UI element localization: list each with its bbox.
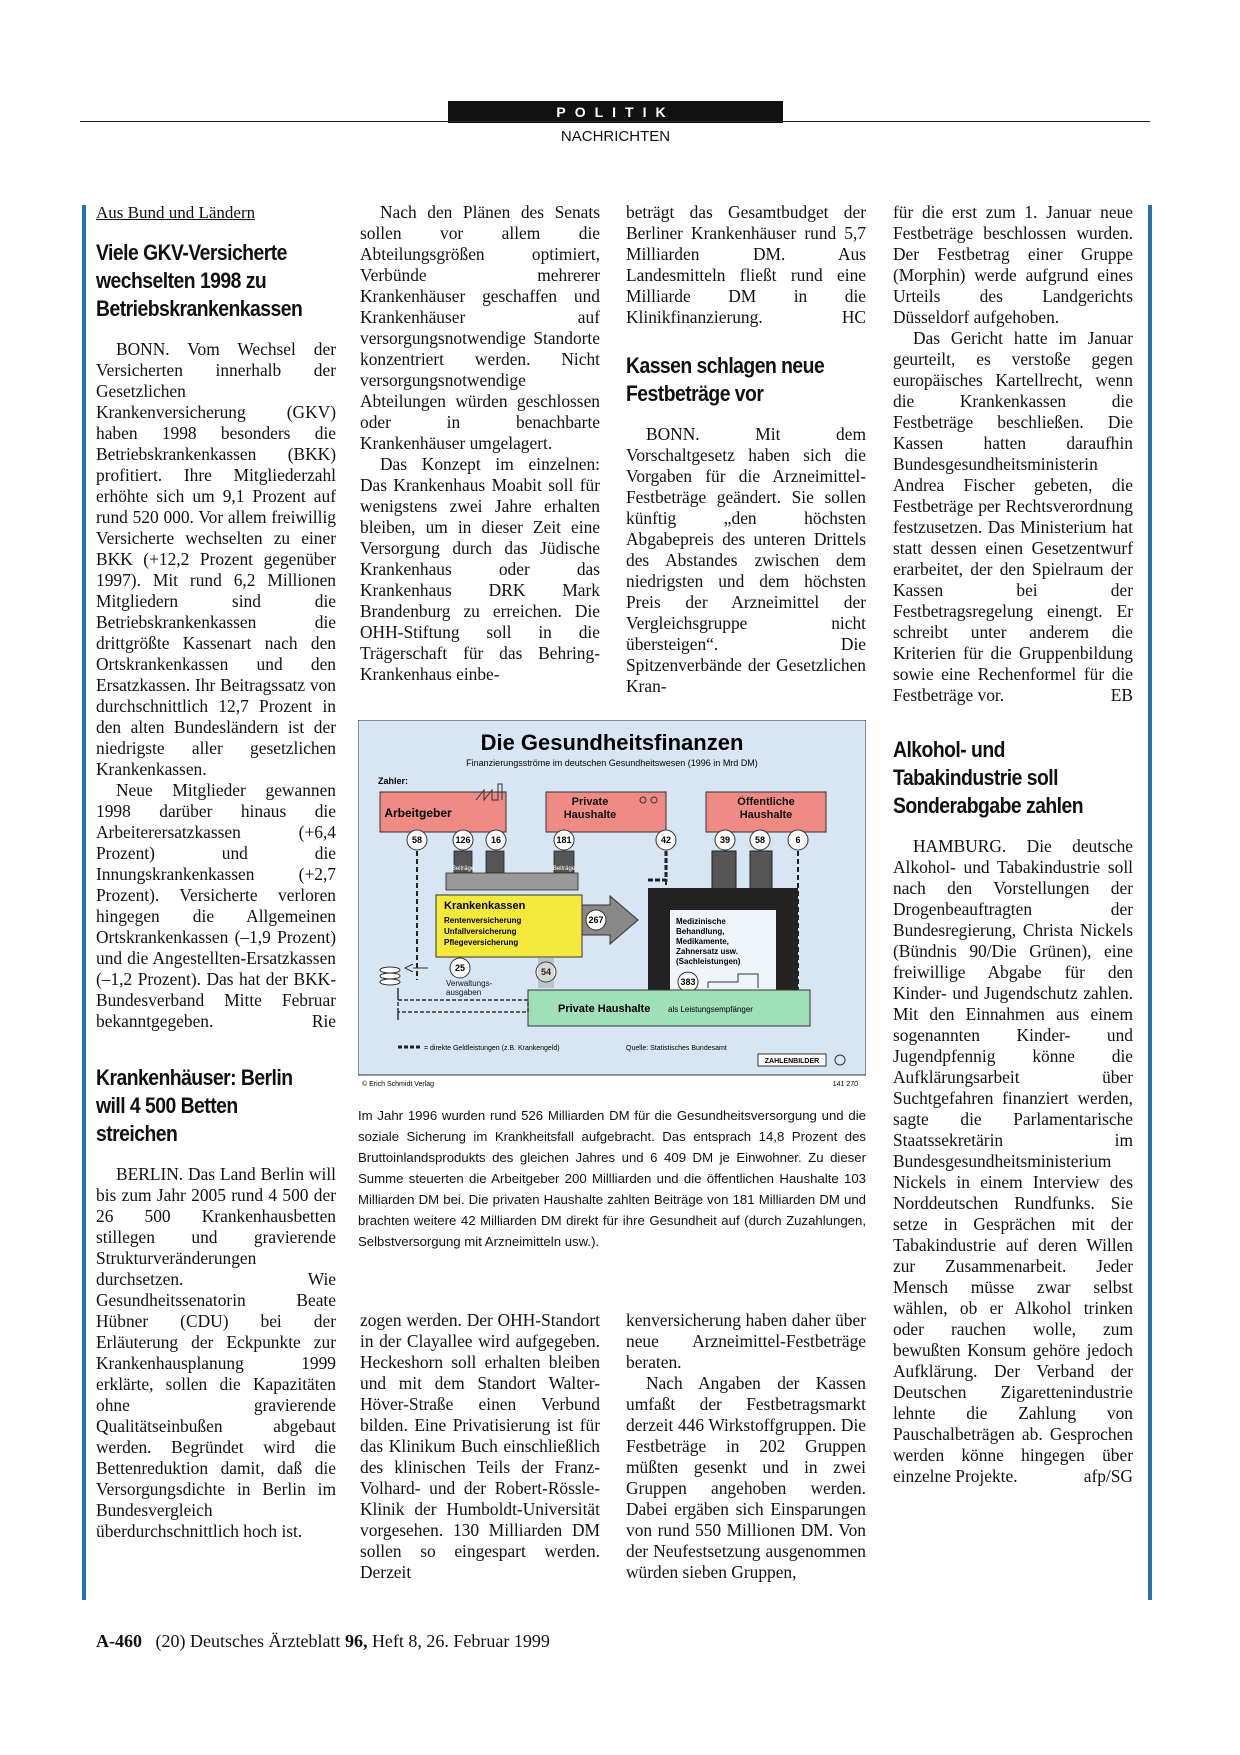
- medical-line: Medizinische: [676, 917, 726, 926]
- article-paragraph: BONN. Vom Wechsel der Versicherten innerhalb der Gesetzlichen Krankenversicherung (GKV) haben 1998 besonders die Betriebskrankenkassen (BKK) profitiert. Ihre Mitgliederzahl erhöhte sich um 9,1 Prozent auf rund 520 000. Vor allem freiwillig Versicherte wechselten zu einer BKK (+12,2 Prozent gegenüber 1997). Mit rund 6,2 Millionen Mitgliedern sind die Betriebskrankenkassen die drittgrößte Kassenart nach den Ortskrankenkassen und den Ersatzkassen. Ihr Beitragssatz von durchschnittlich 12,7 Prozent in den alten Bundesländern ist der niedrigste aller gesetzlichen Krankenkassen.: [96, 339, 336, 779]
- article-paragraph: BONN. Mit dem Vorschaltgesetz haben sich die Vorgaben für die Arzneimittel-Festbeträge geändert. Sie sollen künftig „den höchsten Abgabepreis des unteren Drittels des Abstandes zwischen dem niedrigsten und dem höchsten Preis der Arzneimittel der Vergleichsgruppe nicht übersteigen“. Die Spitzenverbände der Gesetzlichen Kran-: [626, 424, 866, 696]
- value-181: 181: [556, 835, 572, 845]
- column-4: [893, 202, 1133, 1487]
- value-39: 39: [719, 835, 731, 845]
- medical-line: Medikamente,: [676, 937, 729, 946]
- author-signature: EB: [1110, 685, 1133, 705]
- author-signature: HC: [841, 307, 866, 327]
- left-margin-bar: [82, 205, 86, 1600]
- right-margin-bar: [1148, 205, 1152, 1600]
- column-1: [96, 202, 336, 1542]
- section-label: POLITIK: [448, 101, 783, 123]
- legend-text: = direkte Geldleistungen (z.B. Krankengeld): [424, 1045, 560, 1052]
- insurance-line: Rentenversicherung: [444, 916, 522, 925]
- value-58b: 58: [754, 835, 766, 845]
- medical-line: (Sachleistungen): [676, 957, 741, 966]
- insurance-line: Pflegeversicherung: [444, 938, 519, 947]
- brand-label: ZAHLENBILDER: [764, 1058, 820, 1065]
- coins-icon: [380, 967, 400, 985]
- journal-issue: Heft 8, 26. Februar 1999: [367, 1631, 550, 1651]
- graphic-code: 141 270: [832, 1081, 858, 1088]
- article-paragraph: Das Konzept im einzelnen: Das Krankenhaus Moabit soll für wenigstens zwei Jahre erhalten bleiben, um in dieser Zeit eine Versorgung durch das Jüdische Krankenhaus oder das Krankenhaus DRK Mark Brandenburg zu erreichen. Die OHH-Stiftung soll in die Trägerschaft für das Behring-Krankenhaus einbe-: [360, 454, 600, 684]
- payer-public-label: Öffentliche Haushalte: [737, 796, 795, 821]
- article-paragraph: Nach Angaben der Kassen umfaßt der Festbetragsmarkt derzeit 446 Wirkstoffgruppen. Die Festbeträge in 202 Gruppen müßten gesenkt und in zwei Gruppen angehoben werden. Dabei ergäben sich Einsparungen von rund 550 Millionen DM. Von der Neufestsetzung ausgenommen würden sieben Gruppen,: [626, 1373, 866, 1582]
- kicker: Aus Bund und Ländern: [96, 203, 256, 222]
- article-paragraph: für die erst zum 1. Januar neue Festbeträge beschlossen wurden. Der Festbetrag einer Gruppe (Morphin) werde aufgrund eines Urteils des Landgerichts Düsseldorf aufgehoben.: [893, 202, 1133, 327]
- journal-reference: (20) Deutsches Ärzteblatt: [155, 1631, 345, 1651]
- receivers-subtitle: als Leistungsempfänger: [668, 1005, 753, 1014]
- article-headline: Kassen schlagen neue Festbeträge vor: [626, 353, 825, 406]
- column-2-top: [360, 202, 600, 685]
- health-finance-graphic: [358, 720, 866, 1095]
- article-headline: Viele GKV-Versicherte wechselten 1998 zu Betriebskrankenkassen: [96, 240, 303, 321]
- column-3-bottom: [626, 1310, 866, 1583]
- source-text: Quelle: Statistisches Bundesamt: [626, 1045, 727, 1052]
- article-headline: Krankenhäuser: Berlin will 4 500 Betten streichen: [96, 1065, 293, 1146]
- payers-label: Zahler:: [378, 776, 409, 786]
- value-383: 383: [680, 977, 696, 987]
- payer-employers-label: Arbeitgeber: [384, 806, 452, 820]
- column-2-bottom: [360, 1310, 600, 1583]
- column-3-top: [626, 202, 866, 697]
- author-signature: Rie: [311, 1011, 336, 1031]
- article-paragraph: Nach den Plänen des Senats sollen vor allem die Abteilungsgrößen optimiert, Verbünde mehrerer Krankenhäuser geschaffen und Krankenhäuser auf versorgungsnotwendige Standorte konzentriert werden. Nicht versorgungsnotwendige Abteilungen würden geschlossen oder in benachbarte Krankenhäuser umgelagert.: [360, 202, 600, 453]
- value-25: 25: [454, 963, 466, 973]
- article-paragraph: BERLIN. Das Land Berlin will bis zum Jahr 2005 rund 4 500 der 26 500 Krankenhausbetten stillegen und gravierende Strukturveränderungen durchsetzen. Wie Gesundheitssenatorin Beate Hübner (CDU) bei der Erläuterung der Eckpunkte zur Krankenhausplanung 1999 erklärte, sollen die Kapazitäten ohne gravierende Qualitätseinbußen abgebaut werden. Begründet wird die Bettenreduktion damit, daß die Versorgungsdichte in Berlin im Bundesvergleich überdurchschnittlich hoch ist.: [96, 1164, 336, 1541]
- article-headline: Alkohol- und Tabakindustrie soll Sonderabgabe zahlen: [893, 737, 1084, 818]
- graphic-caption: Im Jahr 1996 wurden rund 526 Milliarden DM für die Gesundheitsversorgung und die soziale Sicherung im Krankheitsfall aufgebracht. Das entsprach 14,8 Prozent des Bruttoinlandsprodukts des gleichen Jahres und 6 409 DM je Einwohner. Zu dieser Summe steuerten die Arbeitgeber 200 Millliarden und die öffentlichen Haushalte 103 Milliarden DM bei. Die privaten Haushalte zahlten Beiträge von 181 Milliarden DM und brachten weitere 42 Milliarden DM direkt für ihre Gesundheit auf (durch Zuzahlungen, Selbstversorgung mit Arzneimitteln usw.).: [358, 1108, 866, 1249]
- value-42: 42: [660, 835, 672, 845]
- medical-line: Behandlung,: [676, 927, 725, 936]
- page-number: A-460: [96, 1631, 142, 1651]
- value-16: 16: [490, 835, 502, 845]
- graphic-title: Die Gesundheitsfinanzen: [480, 730, 744, 755]
- contributions-label: Beiträge: [451, 866, 475, 872]
- value-6: 6: [795, 835, 801, 845]
- journal-volume: 96,: [344, 1631, 368, 1651]
- admin-costs-label: Verwaltungs-ausgaben: [446, 979, 493, 997]
- header-rule: [80, 121, 1150, 122]
- page-footer: [96, 1631, 550, 1652]
- article-paragraph: Neue Mitglieder gewannen 1998 darüber hinaus die Arbeiterersatzkassen (+6,4 Prozent) und die Innungskrankenkassen (+2,7 Prozent). Versicherte verloren hingegen die Allgemeinen Ortskrankenkassen (–1,9 Prozent) und die Angestellten-Ersatzkassen (–1,2 Prozent). Das hat der BKK-Bundesverband Mitte Februar bekanntgegeben. Rie: [96, 780, 336, 1031]
- payer-households-label: Private Haushalte: [563, 796, 617, 821]
- graphic-subtitle: Finanzierungsströme im deutschen Gesundheitswesen (1996 in Mrd DM): [466, 758, 758, 768]
- value-267: 267: [588, 915, 604, 925]
- medical-line: Zahnersatz usw.: [676, 947, 738, 956]
- value-58: 58: [411, 835, 423, 845]
- subsection-label: NACHRICHTEN: [560, 128, 671, 145]
- article-paragraph: HAMBURG. Die deutsche Alkohol- und Tabakindustrie soll nach den Vorstellungen der Drogenbeauftragten der Bundesregierung, Christa Nickels (Bündnis 90/Die Grünen), eine freiwillige Abgabe für den Kinder- und Jugendschutz zahlen. Mit den Einnahmen aus einem sogenannten Kinder- und Jugendpfennig könne die Aufklärungsarbeit über Suchtgefahren finanziert werden, sagte die Parlamentarische Staatssekretärin im Bundesgesundheitsministerium Nickels in einem Interview des Norddeutschen Rundfunks. Sie setze in Gesprächen mit der Tabakindustrie auf deren Willen zur Zusammenarbeit. Jeder Mensch müsse zwar selbst wählen, ob er Alkohol trinken oder rauchen wolle, zum bewußten Konsum gehöre jedoch Aufklärung. Der Verband der Deutschen Zigarettenindustrie lehnte die Zahlung von Pauschalbeträgen ab. Gesprochen werden könne hingegen über einzelne Projekte. afp/SG: [893, 836, 1133, 1486]
- value-54: 54: [540, 967, 552, 977]
- publisher-credit: © Erich Schmidt Verlag: [362, 1081, 435, 1088]
- article-paragraph: kenversicherung haben daher über neue Arzneimittel-Festbeträge beraten.: [626, 1310, 866, 1372]
- article-paragraph: beträgt das Gesamtbudget der Berliner Krankenhäuser rund 5,7 Milliarden DM. Aus Landesmitteln fließt rund eine Milliarde DM in die Klinikfinanzierung. HC: [626, 202, 866, 327]
- article-paragraph: Das Gericht hatte im Januar geurteilt, es verstoße gegen europäisches Kartellrecht, wenn die Krankenkassen die Festbeträge beschließen. Die Kassen hatten daraufhin Bundesgesundheitsministerin Andrea Fischer gebeten, die Festbeträge per Rechtsverordnung festzusetzen. Das Ministerium hat statt dessen einen Gesetzentwurf erarbeitet, der den Spielraum der Kassen bei der Festbetragsregelung einengt. Er schreibt unter anderem die Kriterien für die Gruppenbildung sowie eine Rechenformel für die Festbeträge vor. EB: [893, 328, 1133, 705]
- contributions-label: Beiträge: [552, 866, 576, 872]
- insurance-title: Krankenkassen: [444, 900, 526, 912]
- author-signature: afp/SG: [1083, 1466, 1133, 1486]
- article-paragraph: zogen werden. Der OHH-Standort in der Clayallee wird aufgegeben. Heckeshorn soll erhalten bleiben und mit dem Standort Walter-Höver-Straße einen Verbund bilden. Eine Privatisierung ist für das Klinikum Buch einschließlich des klinischen Teils der Franz-Volhard- und der Robert-Rössle-Klinik der Humboldt-Universität vorgesehen. 130 Milliarden DM sollen so eingespart werden. Derzeit: [360, 1310, 600, 1582]
- value-126: 126: [455, 835, 471, 845]
- receivers-title: Private Haushalte: [558, 1003, 651, 1015]
- insurance-line: Unfallversicherung: [444, 927, 517, 936]
